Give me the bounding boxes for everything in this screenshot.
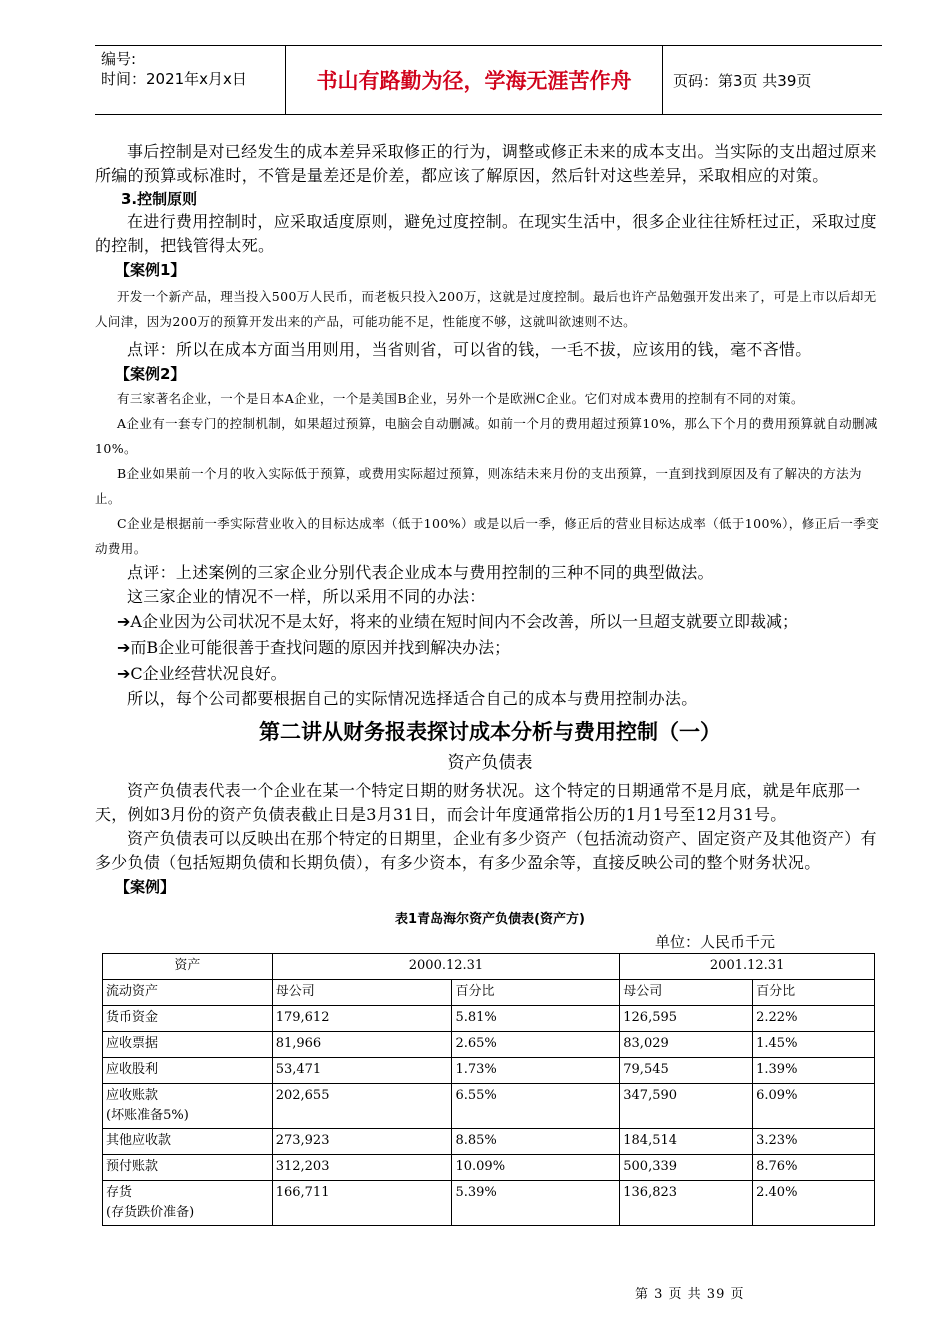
lecture-title: 第二讲从财务报表探讨成本分析与费用控制（一） <box>259 720 721 744</box>
row-percent-2000: 5.81% <box>452 1006 620 1032</box>
header-meta <box>95 46 285 114</box>
document-body <box>95 140 885 1226</box>
comment2: 点评：上述案例的三家企业分别代表企业成本与费用控制的三种不同的典型做法。 <box>127 563 714 582</box>
row-percent-2001: 8.76% <box>753 1155 875 1181</box>
table-header-row <box>103 954 875 980</box>
row-value-2000: 179,612 <box>272 1006 452 1032</box>
page-header <box>95 45 882 115</box>
row-percent-2000: 5.39% <box>452 1181 620 1226</box>
row-percent-2001: 1.45% <box>753 1032 875 1058</box>
row-value-2001: 347,590 <box>620 1084 753 1129</box>
case2-company-b: B企业如果前一个月的收入实际低于预算，或费用实际超过预算，则冻结未来月份的支出预算，一直到找到原因及有了解决的方法为止。 <box>95 466 862 506</box>
row-percent-2001: 1.39% <box>753 1058 875 1084</box>
row-percent-2000: 1.73% <box>452 1058 620 1084</box>
row-value-2001: 126,595 <box>620 1006 753 1032</box>
row-percent-2000: 8.85% <box>452 1129 620 1155</box>
row-percent-2001: 3.23% <box>753 1129 875 1155</box>
row-value-2001: 83,029 <box>620 1032 753 1058</box>
case2-label: 【案例2】 <box>115 365 186 383</box>
paragraph-balance-sheet-content: 资产负债表可以反映出在那个特定的日期里，企业有多少资产（包括流动资产、固定资产及其他资产）有多少负债（包括短期负债和长期负债），有多少资本，有多少盈余等，直接反映公司的整个财务状况。 <box>95 829 877 872</box>
table-row <box>103 1058 875 1084</box>
row-value-2000: 166,711 <box>272 1181 452 1226</box>
paragraph-post-control: 事后控制是对已经发生的成本差异采取修正的行为，调整或修正未来的成本支出。当实际的支出超过原来所编的预算或标准时，不管是量差还是价差，都应该了解原因，然后针对这些差异，采取相应的对策。 <box>95 142 877 185</box>
row-name: 预付账款 <box>103 1155 273 1181</box>
table-title: 表1青岛海尔资产负债表(资产方) <box>395 912 585 927</box>
row-value-2000: 81,966 <box>272 1032 452 1058</box>
subheader-cell: 百分比 <box>452 980 620 1006</box>
bullet-company-c: ➔C企业经营状况良好。 <box>117 664 287 683</box>
header-year-2001: 2001.12.31 <box>620 954 875 980</box>
row-name: 其他应收款 <box>103 1129 273 1155</box>
row-percent-2001: 6.09% <box>753 1084 875 1129</box>
bullet-company-b: ➔而B企业可能很善于查找问题的原因并找到解决办法； <box>117 638 511 657</box>
case1-text: 开发一个新产品，理当投入500万人民币，而老板只投入200万，这就是过度控制。最后也许产品勉强开发出来了，可是上市以后却无人问津，因为200万的预算开发出来的产品，可能功能不足，性能度不够，这就叫欲速则不达。 <box>95 289 877 329</box>
arrow-icon: ➔ <box>117 612 131 631</box>
row-percent-2001: 2.40% <box>753 1181 875 1226</box>
row-percent-2000: 2.65% <box>452 1032 620 1058</box>
row-value-2000: 53,471 <box>272 1058 452 1084</box>
row-name: 应收账款 (坏账准备5%) <box>103 1084 273 1129</box>
row-note: (存货跌价准备) <box>106 1205 195 1220</box>
case1-label: 【案例1】 <box>115 261 186 279</box>
page-footer: 第 3 页 共 39 页 <box>635 1287 745 1302</box>
table-row <box>103 1006 875 1032</box>
case3-label: 【案例】 <box>115 878 176 896</box>
row-value-2001: 136,823 <box>620 1181 753 1226</box>
balance-sheet-table <box>102 953 875 1226</box>
heading-control-principle: 3.控制原则 <box>121 190 198 208</box>
table-row <box>103 1084 875 1129</box>
row-percent-2000: 10.09% <box>452 1155 620 1181</box>
row-value-2000: 202,655 <box>272 1084 452 1129</box>
row-value-2001: 79,545 <box>620 1058 753 1084</box>
row-value-2000: 273,923 <box>272 1129 452 1155</box>
header-time-label: 时间：2021年x月x日 <box>101 70 247 88</box>
table-row <box>103 1032 875 1058</box>
paragraph-three-companies: 这三家企业的情况不一样，所以采用不同的办法： <box>127 587 486 606</box>
row-percent-2001: 2.22% <box>753 1006 875 1032</box>
paragraph-conclusion: 所以，每个公司都要根据自己的实际情况选择适合自己的成本与费用控制办法。 <box>127 689 698 708</box>
row-name: 存货 (存货跌价准备) <box>103 1181 273 1226</box>
paragraph-balance-sheet-intro: 资产负债表代表一个企业在某一个特定日期的财务状况。这个特定的日期通常不是月底，就是年底那一天，例如3月份的资产负债表截止日是3月31日，而会计年度通常指公历的1月1号至12月31号。 <box>95 781 861 824</box>
row-percent-2000: 6.55% <box>452 1084 620 1129</box>
subheader-cell: 母公司 <box>620 980 753 1006</box>
table-row <box>103 1181 875 1226</box>
header-motto: 书山有路勤为径，学海无涯苦作舟 <box>285 46 663 114</box>
row-value-2001: 500,339 <box>620 1155 753 1181</box>
header-page-info: 页码：第3页 共39页 <box>673 71 812 90</box>
paragraph-moderate-control: 在进行费用控制时，应采取适度原则，避免过度控制。在现实生活中，很多企业往往矫枉过正，采取过度的控制，把钱管得太死。 <box>95 212 877 255</box>
row-value-2001: 184,514 <box>620 1129 753 1155</box>
case2-company-c: C企业是根据前一季实际营业收入的目标达成率（低于100%）或是以后一季，修正后的营业目标达成率（低于100%），修正后一季变动费用。 <box>95 516 880 556</box>
arrow-icon: ➔ <box>117 638 131 657</box>
header-year-2000: 2000.12.31 <box>272 954 620 980</box>
bullet-company-a: ➔A企业因为公司状况不是太好，将来的业绩在短时间内不会改善，所以一旦超支就要立即裁减； <box>117 612 798 631</box>
arrow-icon: ➔ <box>117 664 131 683</box>
row-note: (坏账准备5%) <box>106 1108 189 1123</box>
row-value-2000: 312,203 <box>272 1155 452 1181</box>
row-name: 货币资金 <box>103 1006 273 1032</box>
case2-intro: 有三家著名企业，一个是日本A企业，一个是美国B企业，另外一个是欧洲C企业。它们对成本费用的控制有不同的对策。 <box>117 391 804 406</box>
row-name: 应收股利 <box>103 1058 273 1084</box>
table-row <box>103 1129 875 1155</box>
header-asset: 资产 <box>103 954 273 980</box>
comment1: 点评：所以在成本方面当用则用，当省则省，可以省的钱，一毛不拔，应该用的钱，毫不吝惜。 <box>127 340 812 359</box>
header-code-label: 编号: <box>101 50 137 68</box>
table-unit: 单位：人民币千元 <box>654 933 775 951</box>
section-title: 资产负债表 <box>447 753 533 773</box>
table-subheader-row <box>103 980 875 1006</box>
row-name: 应收票据 <box>103 1032 273 1058</box>
subheader-cell: 百分比 <box>753 980 875 1006</box>
case2-company-a: A企业有一套专门的控制机制，如果超过预算，电脑会自动删减。如前一个月的费用超过预算10%，那么下个月的费用预算就自动删减10%。 <box>95 416 878 456</box>
subheader-cell: 母公司 <box>272 980 452 1006</box>
table-row <box>103 1155 875 1181</box>
subheader-cell: 流动资产 <box>103 980 273 1006</box>
